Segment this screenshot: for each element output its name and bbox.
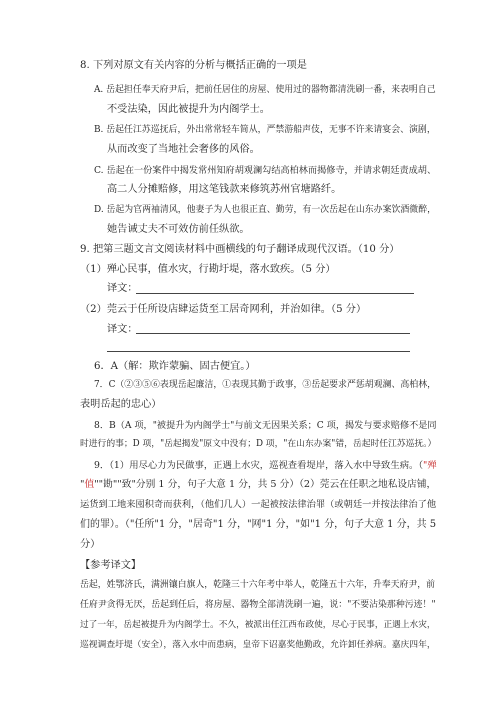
answer-9-line5: 分）: [80, 539, 101, 550]
answer-9-line1-text: 9．（1）用尽心力为民做事，正遇上水灾，巡视查看堤岸，落入水中导致生病。（: [94, 460, 424, 471]
translation-header: 【参考译文】: [80, 560, 142, 571]
q8-option-d-line2: 她告诫丈夫不可效仿前任纵欲。: [107, 224, 250, 235]
answer-9-highlight-1: "殚: [423, 460, 437, 471]
q9-sentence-2: （2）莞云于任所设店肆运货至工居奇网利，并治如律。（5 分）: [80, 304, 367, 315]
answer-9-line2-text: ""勘""致"分别 1 分，句子大意 1 分，共 5 分）（2）莞云在任职之地私设店铺，: [94, 479, 437, 490]
q8-option-c-line2: 高二人分摊赔修，用这笔钱款来修筑苏州官塘路纤。: [107, 184, 342, 195]
q9-stem: 9. 把第三题文言文阅读材料中画横线的句子翻译成现代汉语。（10 分）: [80, 244, 400, 255]
translation-line1: 岳起，姓鄂济氏，满洲镶白旗人，乾隆三十六年考中举人，乾隆五十六年，升奉天府尹，前: [80, 580, 435, 590]
answer-9-line3: 运货到工地来囤积奇而获利，（他们几人）一起被按法律治罪（或朝廷一并按法律治了他: [80, 499, 437, 510]
q8-option-a-line1: A. 岳起担任奉天府尹后，把前任居住的房屋、使用过的器物都清洗刷一番，来表明自己: [94, 85, 436, 95]
answer-9-line4: 们的罪）。（"任所"1 分，"居奇"1 分，"网"1 分，"如"1 分，句子大意 1 分，共 5: [80, 519, 437, 530]
answer-9-line1: [94, 459, 437, 472]
q9-answer-label-2: 译文：: [107, 324, 138, 335]
answer-line-2: [136, 333, 410, 334]
q8-stem: 8. 下列对原文有关内容的分析与概括正确的一项是: [80, 60, 307, 71]
answer-9-line2: [80, 478, 436, 491]
answer-7-line2: 表明岳起的忠心）: [80, 399, 162, 410]
q8-option-b-line1: B. 岳起任江苏巡抚后，外出常常轻车简从，严禁游船声伎，无事不许来请宴会、演剧，: [94, 125, 436, 135]
translation-line3: 过了一年，岳起被提升为内阁学士。不久，被派出任江西布政使，尽心于民事，正遇上水灾，: [80, 620, 436, 630]
answer-7-line1: 7．C（②③⑤⑥表现岳起廉洁，①表现其勤于政事，③岳起要求严惩胡观澜、高柏林，: [94, 380, 437, 390]
answer-6: 6．A（解：欺诈蒙骗、固古便宜。）: [94, 361, 256, 372]
answer-8-line2: 时进行的事；D 项，"岳起揭发"原文中没有；D 项，"在山东办案"错，岳起时任江苏巡抚。）: [80, 439, 437, 449]
translation-line2: 任府尹贪得无厌，岳起到任后，将房屋、器物全部清洗刷一遍，说："不要沾染那种污迹！": [80, 600, 436, 610]
answer-9-highlight-2: 值: [84, 479, 95, 490]
answer-9-line2-quote: ": [80, 479, 85, 490]
q9-sentence-1: （1）殚心民事，值水灾，行勘圩堤，落水致疾。（5 分）: [80, 264, 336, 275]
q9-answer-label-1: 译文：: [107, 283, 138, 294]
translation-line4: 巡视调查圩堤（安全），落入水中而患病，皇帝下诏嘉奖他勤政，允许卸任养病。嘉庆四年，: [80, 640, 436, 650]
answer-8-line1: 8．B（A 项，"被提升为内阁学士"与前文无因果关系；C 项，揭发与要求赔修不是同: [94, 420, 437, 431]
answer-line-1: [136, 293, 414, 294]
q8-option-b-line2: 从而改变了当地社会奢侈的风俗。: [107, 144, 260, 155]
q8-option-d-line1: D. 岳起为官两袖清风，他妻子为人也很正直、勤劳，有一次岳起在山东办案饮酒微醉，: [94, 205, 437, 215]
q8-option-c-line1: C. 岳起在一份案件中揭发常州知府胡观澜勾结高柏林而揭修寺，并请求朝廷责成胡、: [94, 165, 437, 176]
answer-line-3: [107, 351, 410, 352]
q8-option-a-line2: 不受法染，因此被提升为内阁学士。: [107, 104, 270, 115]
